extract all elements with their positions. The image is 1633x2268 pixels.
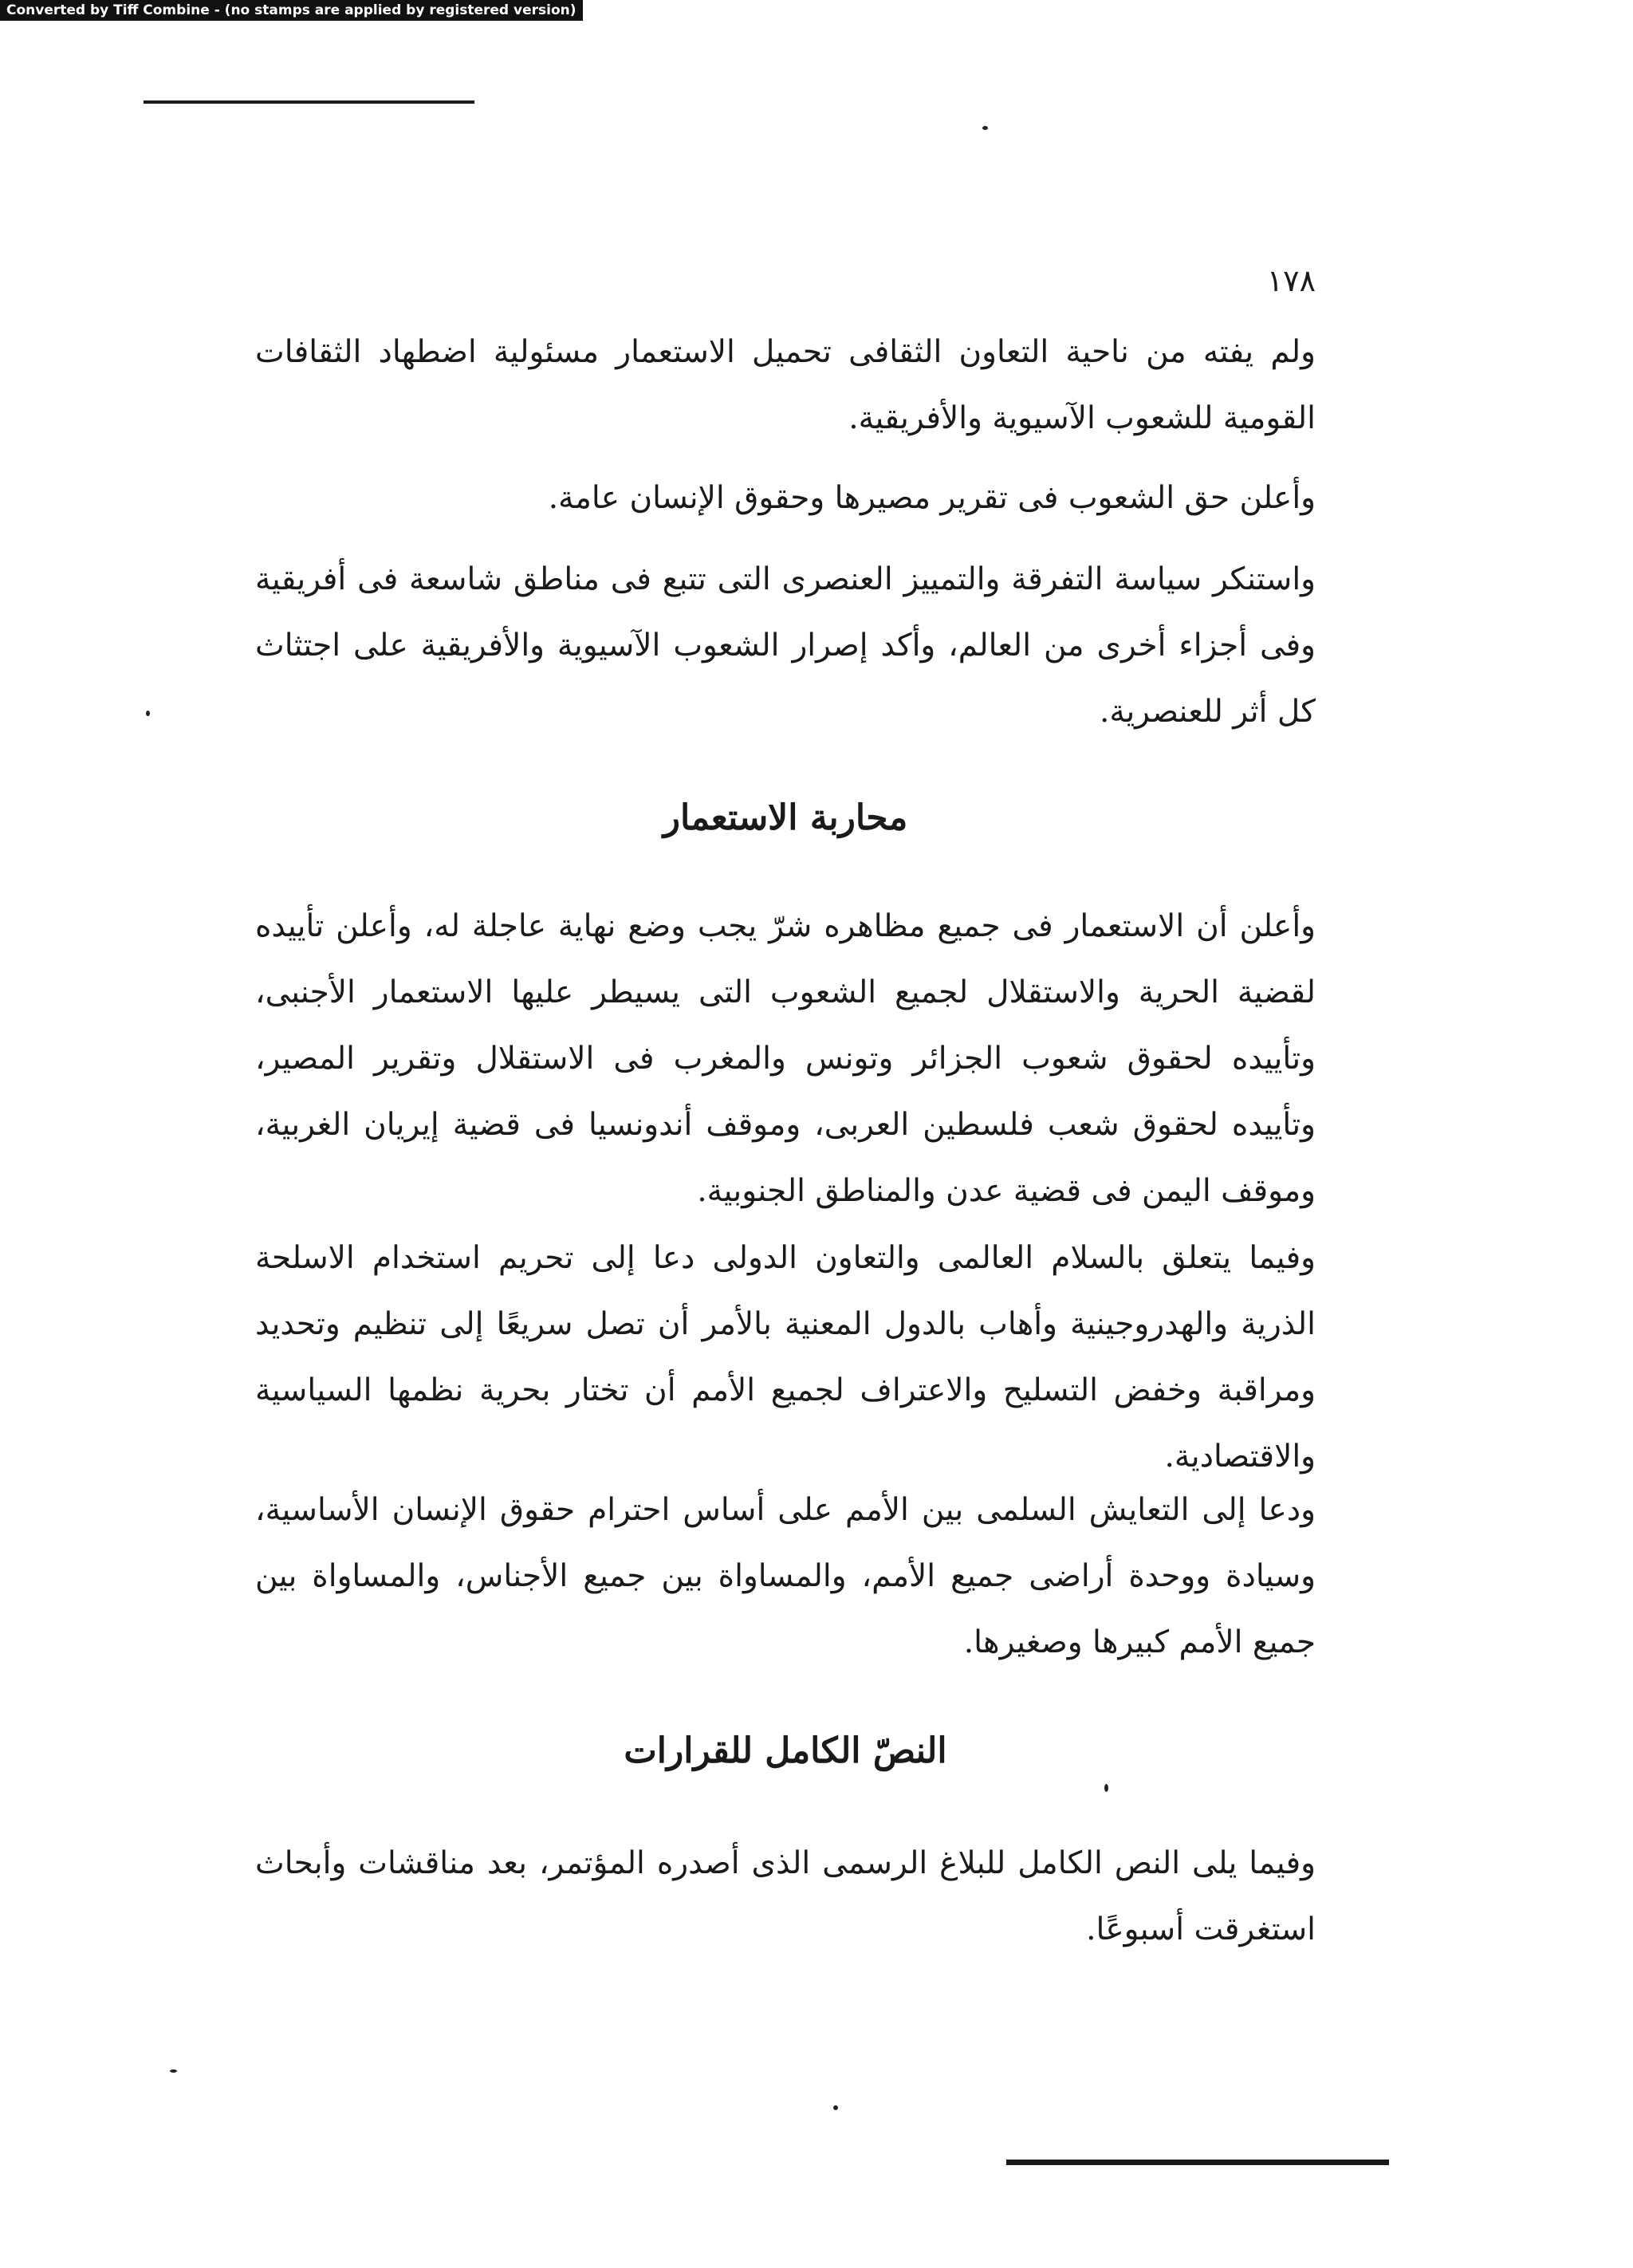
bottom-rule bbox=[1006, 2160, 1389, 2165]
top-rule bbox=[144, 100, 474, 104]
scan-speck bbox=[982, 126, 988, 130]
paragraph: وأعلن أن الاستعمار فى جميع مظاهره شرّ يجب وضع نهاية عاجلة له، وأعلن تأييده لقضية الحرية والاستقلال لجميع الشعوب التى يسيطر عليها الاستعمار الأجنبى، وتأييده لحقوق شعوب الجزائر وتونس والمغرب فى الاستقلال وتقرير المصير، وتأييده لحقوق شعب فلسطين العربى، وموقف أندونسيا فى قضية إيريان الغربية، وموقف اليمن فى قضية عدن والمناطق الجنوبية. bbox=[255, 908, 1316, 1209]
scan-speck bbox=[146, 711, 150, 716]
paragraph: ودعا إلى التعايش السلمى بين الأمم على أساس احترام حقوق الإنسان الأساسية، وسيادة ووحدة أراضى جميع الأمم، والمساواة بين جميع الأجناس، والمساواة بين جميع الأمم كبيرها وصغيرها. bbox=[255, 1492, 1316, 1660]
scan-speck bbox=[1104, 1784, 1108, 1792]
paragraph: ولم يفته من ناحية التعاون الثقافى تحميل الاستعمار مسئولية اضطهاد الثقافات القومية للشعوب الآسيوية والأفريقية. bbox=[255, 334, 1316, 436]
converter-banner: Converted by Tiff Combine - (no stamps are applied by registered version) bbox=[0, 0, 583, 21]
page-number: ١٧٨ bbox=[1266, 263, 1316, 298]
paragraph: وفيما يلى النص الكامل للبلاغ الرسمى الذى أصدره المؤتمر، بعد مناقشات وأبحاث استغرقت أسبوعًا. bbox=[255, 1845, 1316, 1947]
paragraph: واستنكر سياسة التفرقة والتمييز العنصرى التى تتبع فى مناطق شاسعة فى أفريقية وفى أجزاء أخرى من العالم، وأكد إصرار الشعوب الآسيوية والأفريقية على اجتثاث كل أثر للعنصرية. bbox=[255, 561, 1316, 730]
section-heading: النصّ الكامل للقرارات bbox=[624, 1731, 947, 1771]
paragraph: وأعلن حق الشعوب فى تقرير مصيرها وحقوق الإنسان عامة. bbox=[548, 480, 1316, 516]
paragraph: وفيما يتعلق بالسلام العالمى والتعاون الدولى دعا إلى تحريم استخدام الاسلحة الذرية والهدروجينية وأهاب بالدول المعنية بالأمر أن تصل سريعًا إلى تنظيم وتحديد ومراقبة وخفض التسليح والاعتراف لجميع الأمم أن تختار بحرية نظمها السياسية والاقتصادية. bbox=[255, 1240, 1316, 1475]
scan-speck bbox=[170, 2069, 177, 2073]
scan-speck bbox=[833, 2105, 838, 2110]
section-heading: محاربة الاستعمار bbox=[663, 797, 908, 838]
